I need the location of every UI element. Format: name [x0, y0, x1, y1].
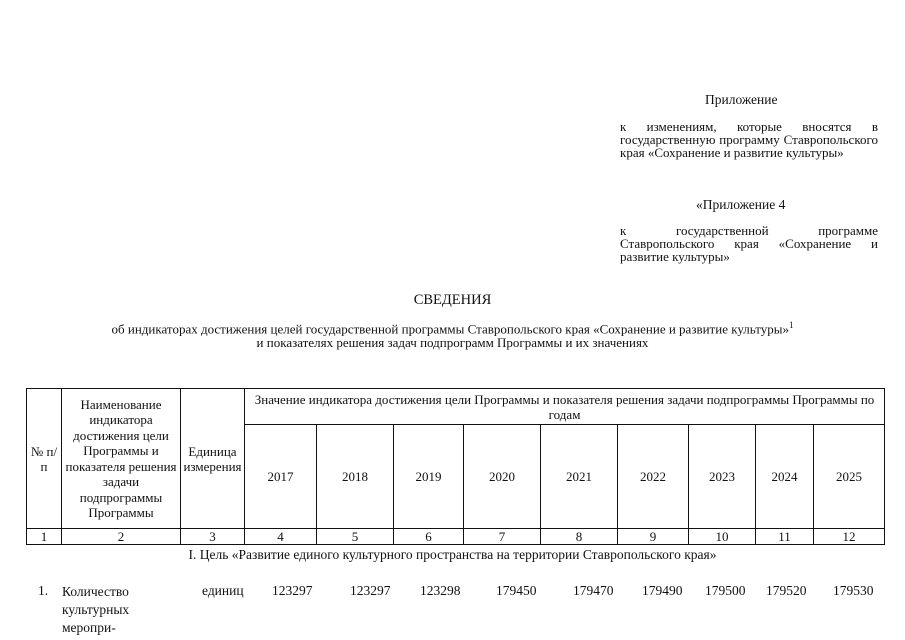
column-number: 12: [814, 529, 885, 545]
column-number: 4: [245, 529, 317, 545]
row-value: 179450: [496, 583, 537, 598]
column-number: 5: [317, 529, 394, 545]
header-year: 2025: [814, 425, 885, 529]
appendix4-note: к государственной программе Ставропольского края «Сохранение и развитие культуры»: [620, 223, 878, 264]
column-number: 3: [181, 529, 245, 545]
header-values-group: Значение индикатора достижения цели Программы и показателя решения задачи подпрограммы Программы по годам: [245, 389, 885, 425]
header-unit: Единица измерения: [181, 389, 245, 529]
indicators-table: [26, 388, 885, 545]
document-subheading: [0, 318, 905, 350]
header-year: 2018: [317, 425, 394, 529]
column-number: 10: [689, 529, 756, 545]
row-number: 1.: [38, 583, 49, 598]
row-value: 123297: [272, 583, 313, 598]
row-value: 179470: [573, 583, 614, 598]
row-value: 179490: [642, 583, 683, 598]
appendix-note: к изменениям, которые вносятся в государственную программу Ставропольского края «Сохранение и развитие культуры»: [620, 119, 878, 160]
header-year: 2021: [541, 425, 618, 529]
subheading-line2: и показателях решения задач подпрограмм Программы и их значениях: [256, 335, 649, 351]
header-year: 2022: [618, 425, 689, 529]
header-name: Наименование индикатора достижения цели Программы и показателя решения задачи подпрограммы Программы: [62, 389, 181, 529]
document-heading: СВЕДЕНИЯ: [413, 292, 492, 308]
column-number: 2: [62, 529, 181, 545]
row-value: 179520: [766, 583, 807, 598]
appendix-title: Приложение: [705, 92, 778, 107]
row-value: 123297: [350, 583, 391, 598]
row-value: 179500: [705, 583, 746, 598]
row-value: 179530: [833, 583, 874, 598]
column-number: 6: [394, 529, 464, 545]
header-year: 2020: [464, 425, 541, 529]
column-number: 1: [27, 529, 62, 545]
column-number: 9: [618, 529, 689, 545]
goal-heading: I. Цель «Развитие единого культурного пространства на территории Ставропольского края»: [188, 547, 717, 562]
header-year: 2017: [245, 425, 317, 529]
row-unit: единиц: [202, 583, 244, 598]
row-indicator-name: Количество культурных меропри-: [62, 584, 130, 635]
subheading-line1: об индикаторах достижения целей государственной программы Ставропольского края «Сохранение и развитие культуры»: [111, 321, 789, 337]
column-number: 7: [464, 529, 541, 545]
header-year: 2023: [689, 425, 756, 529]
footnote-mark: 1: [788, 320, 794, 330]
column-number: 11: [756, 529, 814, 545]
row-value: 123298: [420, 583, 461, 598]
appendix4-title: «Приложение 4: [696, 197, 786, 212]
header-year: 2024: [756, 425, 814, 529]
column-number: 8: [541, 529, 618, 545]
header-year: 2019: [394, 425, 464, 529]
header-num: № п/п: [27, 389, 62, 529]
